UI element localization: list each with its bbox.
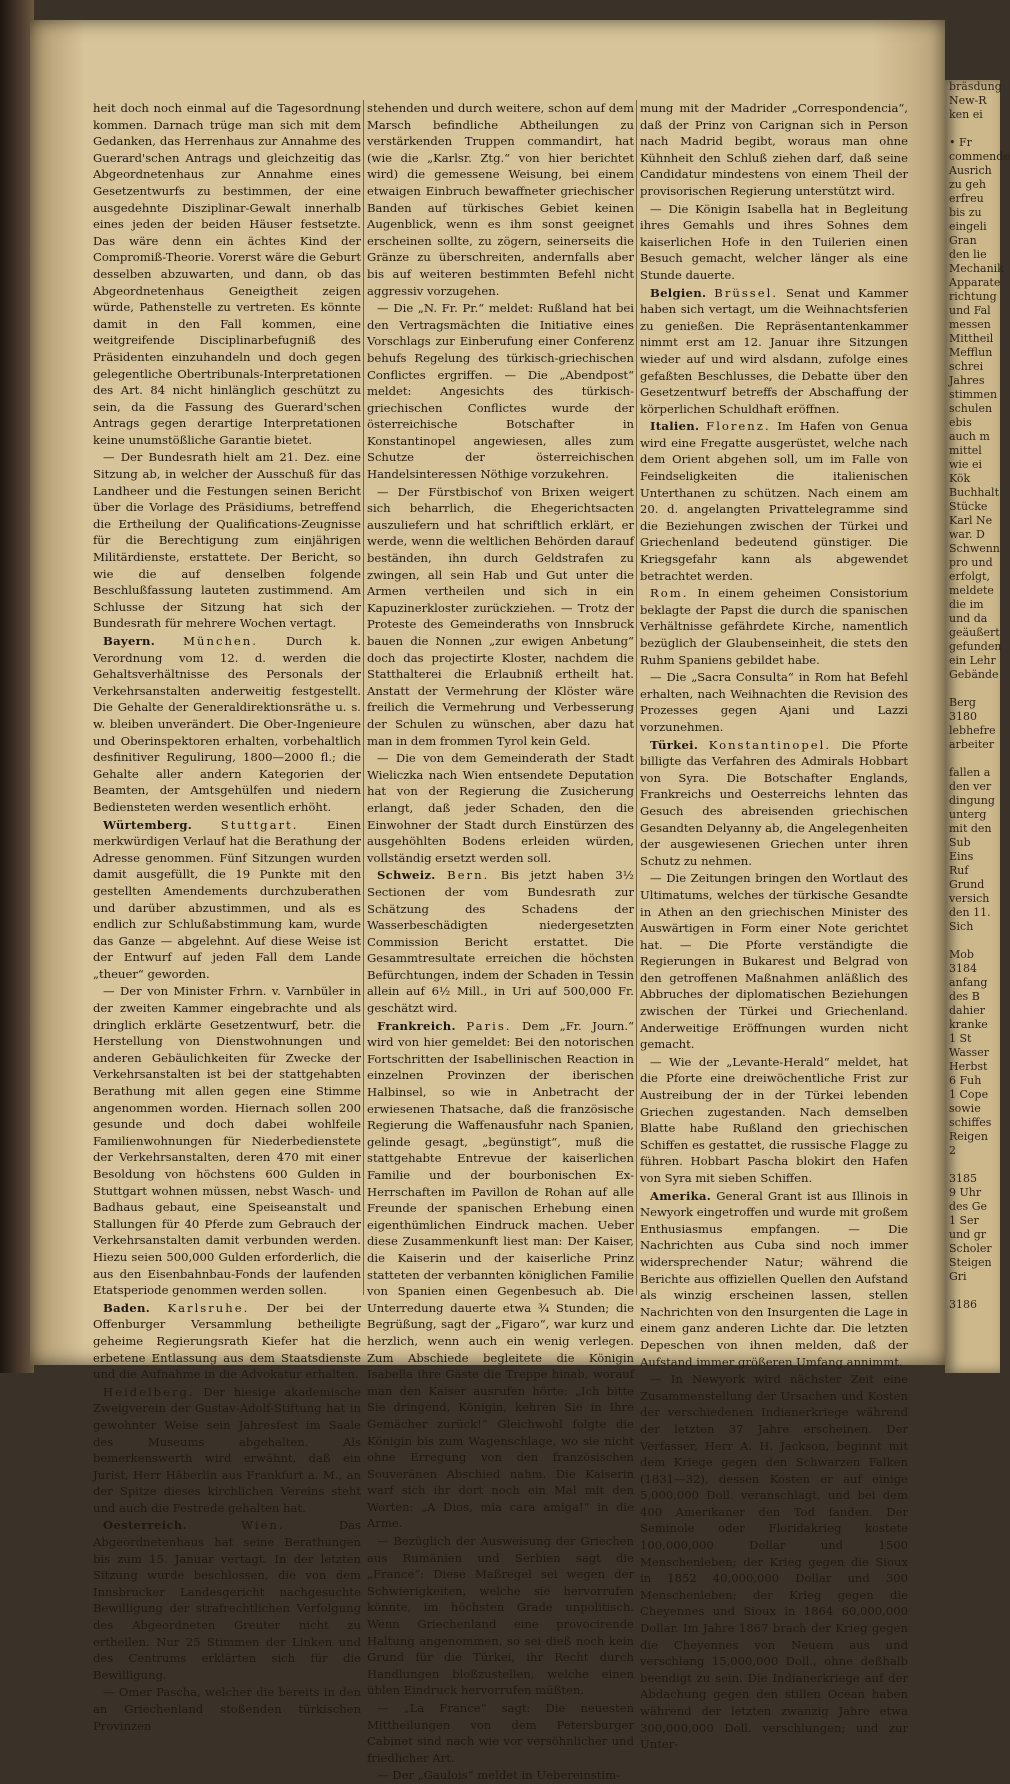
edge-text-fragment: des B xyxy=(949,990,980,1003)
edge-text-fragment: ein Lehr xyxy=(949,654,996,667)
edge-text-fragment: und gr xyxy=(949,1228,987,1241)
edge-text-fragment: richtung xyxy=(949,290,997,303)
paragraph-text: Dem „Fr. Journ.“ wird von hier gemeldet: Bei den notorischen Fortschritten der Isabellinischen Reaction in einzelnen Provinzen der iberischen Halbinsel, so wie in Anbetracht der erwiesenen Thatsache, daß die französische Regierung die Waffenausfuhr nach Spanien, gelinde gesagt, „begünstigt“, muß die stattgehabte Entrevue der kaiserlichen Familie und der bourbonischen Ex-Herrschaften im Pavillon de Rohan auf alle Freunde der spanischen Erhebung einen eigenthümlichen Eindruck machen. Ueber diese Zusammenkunft liest man: Der Kaiser, die Kaiserin und der kaiserliche Prinz statteten der verbannten königlichen Familie von Spanien einen Gegenbesuch ab. Die Unterredung dauerte etwa ¾ Stunden; die Begrüßung, sagt der „Figaro“, war kurz und herzlich, wenn auch ein wenig verlegen. Zum Abschiede begleitete die Königin Isabella ihre Gäste die Treppe hinab, worauf man den Kaiser ausrufen hörte: „Ich bitte Sie dringend, Königin, kehren Sie in Ihre Gemächer zurück!“ Gleichwohl folgte die Königin bis zum Wagenschlage, wo sie nicht ohne Erregung von den französischen Souveränen Abschied nahm. Die Kaiserin warf sich ihr dort noch ein Mal mit den Worten: „A Dios, mia cara amiga!“ in die Arme. xyxy=(367,1018,635,1531)
edge-text-fragment: messen xyxy=(949,318,991,331)
edge-text-fragment: Buchhalt xyxy=(949,486,999,499)
paragraph-text: — Wie der „Levante-Herald“ meldet, hat die Pforte eine dreiwöchentliche Frist zur Austreibung der in der Türkei lebenden Griechen zugestanden. Nach demselben Blatte habe Rußland den griechischen Schiffen es gestattet, die russische Flagge zu führen. Hobbart Pascha blokirt den Hafen von Syra mit sieben Schiffen. xyxy=(640,1054,908,1185)
country-heading: Belgien. xyxy=(650,285,707,300)
edge-text-fragment: Sub xyxy=(949,836,971,849)
edge-text-fragment xyxy=(945,752,1000,766)
edge-text-fragment: unterg xyxy=(949,808,987,821)
edge-text-fragment: Sich xyxy=(949,920,974,933)
edge-text-fragment: 3185 xyxy=(949,1172,977,1185)
article-paragraph xyxy=(93,1517,361,1683)
paragraph-text: — Die Zeitungen bringen den Wortlaut des Ultimatums, welches der türkische Gesandte in Athen an den griechischen Minister des Auswärtigen in Form einer Note gerichtet hat. — Die Pforte verständigte die Regierungen in Bukarest und Belgrad von den getroffenen Maßnahmen anläßlich des Abbruches der diplomatischen Beziehungen zwischen der Türkei und Griechenland. Anderweitige Eröffnungen wurden nicht gemacht. xyxy=(640,871,908,1052)
edge-text-fragment: bis zu xyxy=(949,206,982,219)
article-paragraph xyxy=(640,1054,908,1187)
article-paragraph xyxy=(367,1018,634,1532)
country-heading: Würtemberg. xyxy=(103,817,193,832)
column-3 xyxy=(640,100,909,1752)
edge-text-fragment: schrei xyxy=(949,360,984,373)
edge-text-fragment: sowie xyxy=(949,1102,981,1115)
paragraph-text: General Grant ist aus Illinois in Newyork eingetroffen und wurde mit großem Enthusiasmus empfangen. — Die Nachrichten aus Cuba sind noch immer widersprechender Natur; während die Berichte aus offiziellen Quellen den Aufstand als winzig erscheinen lassen, stellen Nachrichten von den Insurgenten die Lage in einem ganz anderen Lichte dar. Die letzten Depeschen von ihnen melden, daß der Aufstand immer größeren Umfang annimmt. xyxy=(640,1188,909,1369)
edge-text-fragment: erfreu xyxy=(949,192,984,205)
article-paragraph xyxy=(640,870,908,1053)
paragraph-text: — Der „Gaulois“ meldet in Uebereinstim- xyxy=(377,1768,621,1783)
edge-text-fragment: Ruf xyxy=(949,864,969,877)
edge-text-fragment: schiffes xyxy=(949,1116,992,1129)
article-paragraph xyxy=(640,201,908,284)
edge-text-fragment: und da xyxy=(949,612,988,625)
article-paragraph xyxy=(367,867,634,1016)
article-paragraph xyxy=(93,983,361,1298)
edge-text-fragment: lebhefre xyxy=(949,724,996,737)
article-paragraph xyxy=(640,418,908,584)
edge-text-fragment: Steigen xyxy=(949,1256,992,1269)
article-paragraph xyxy=(640,585,908,668)
city-dateline: Heidelberg. xyxy=(103,1384,195,1399)
paragraph-text: — Die Königin Isabella hat in Begleitung ihres Gemahls und ihres Sohnes dem kaiserlichen Hofe in den Tuilerien einen Besuch gemacht, welcher länger als eine Stunde dauerte. xyxy=(640,201,908,282)
edge-text-fragment: erfolgt, xyxy=(949,570,990,583)
edge-text-fragment: Karl Ne xyxy=(949,514,993,527)
article-paragraph xyxy=(93,1384,361,1517)
edge-text-fragment: 3184 xyxy=(949,962,977,975)
edge-text-fragment: ken ei xyxy=(949,108,983,121)
paragraph-text: In einem geheimen Consistorium beklagte der Papst die durch die spanischen Verhältnisse gefährdete Kirche, namentlich bezüglich der Glaubenseinheit, die stets den Ruhm Spaniens gebildet habe. xyxy=(640,586,908,667)
paragraph-text: — Die von dem Gemeinderath der Stadt Wieliczka nach Wien entsendete Deputation hat von der Regierung die Zusicherung erlangt, daß jeder Schaden, den die Einwohner der Stadt durch Einstürzen des ausgehöhlten Bodens erleiden würden, vollständig ersetzt werden soll. xyxy=(367,751,634,865)
edge-text-fragment: Wasser xyxy=(949,1046,989,1059)
edge-text-fragment xyxy=(945,934,1000,948)
paragraph-text: Die Pforte billigte das Verfahren des Admirals Hobbart von Syra. Die Botschafter Englands, Frankreichs und Oesterreichs lehnten das Gesuch des abreisenden griechischen Gesandten Delyanny ab, die Angelegenheiten der ausgewiesenen Griechen unter ihren Schutz zu nehmen. xyxy=(640,737,909,868)
article-paragraph xyxy=(640,100,908,200)
article-paragraph xyxy=(93,633,361,816)
edge-text-fragment xyxy=(945,122,1000,136)
edge-text-fragment: mit den xyxy=(949,822,992,835)
article-paragraph xyxy=(640,1188,908,1371)
article-paragraph xyxy=(93,100,361,448)
edge-text-fragment: war. D xyxy=(949,528,985,541)
edge-text-fragment: die im xyxy=(949,598,984,611)
edge-text-fragment: Schwenn xyxy=(949,542,1000,555)
city-dateline: Florenz. xyxy=(706,419,771,434)
edge-text-fragment: schulen xyxy=(949,402,993,415)
country-heading: Amerika. xyxy=(650,1188,712,1203)
article-paragraph xyxy=(93,817,361,983)
edge-text-fragment: Mechanik xyxy=(949,262,1004,275)
paragraph-text: Senat und Kammer haben sich vertagt, um die Weihnachtsferien zu genießen. Die Repräsentantenkammer nimmt erst am 12. Januar ihre Sitzungen wieder auf und wird alsdann, zufolge eines gefaßten Beschlusses, die Debatte über den Gesetzentwurf betreffs der Abschaffung der körperlichen Schuldhaft eröffnen. xyxy=(640,285,908,416)
article-paragraph xyxy=(93,449,361,632)
paragraph-text: — Der Bundesrath hielt am 21. Dez. eine Sitzung ab, in welcher der Ausschuß für das Landheer und die Festungen seinen Bericht über die Vorlage des Präsidiums, betreffend die Ertheilung der Qualifications-Zeugnisse für die Berechtigung zum einjährigen Militärdienste, erstattete. Der Bericht, so wie die auf denselben folgende Beschlußfassung lauteten zustimmend. Am Schlusse der Sitzung hat sich der Bundesrath für mehrere Wochen vertagt. xyxy=(93,450,361,631)
edge-text-fragment: Mob xyxy=(949,948,974,961)
edge-text-fragment: 1 St xyxy=(949,1032,972,1045)
edge-text-fragment: Gri xyxy=(949,1270,967,1283)
edge-text-fragment: dingung xyxy=(949,794,995,807)
city-dateline: Stuttgart. xyxy=(220,817,299,832)
city-dateline: Paris. xyxy=(466,1018,512,1033)
paragraph-text: Das Abgeordnetenhaus hat seine Berathungen bis zum 15. Januar vertagt. In der letzten Sitzung wurde beschlossen, die von dem Innsbrucker Landesgericht nachgesuchte Bewilligung der strafrechtlichen Verfolgung des Abgeordneten Greuter nicht zu ertheilen. Nur 25 Stimmen der Linken und des Centrums erklärten sich für die Bewilligung. xyxy=(93,1518,361,1682)
edge-text-fragment: gefunden xyxy=(949,640,1002,653)
edge-text-fragment: Grund xyxy=(949,878,985,891)
country-heading: Baden. xyxy=(103,1300,151,1315)
edge-text-fragment xyxy=(945,1284,1000,1298)
paragraph-text: — Die „N. Fr. Pr.“ meldet: Rußland hat bei den Vertragsmächten die Initiative eines Vorschlags zur Einberufung einer Conferenz behufs Regelung des türkisch-griechischen Conflictes ergriffen. — Die „Abendpost“ meldet: Angesichts des türkisch-griechischen Conflictes wurde der österreichische Botschafter in Konstantinopel angewiesen, alles zum Schutze der österreichischen Handelsinteressen Nöthige vorzukehren. xyxy=(367,301,634,482)
article-paragraph xyxy=(93,1300,361,1383)
article-paragraph xyxy=(93,1684,361,1734)
country-heading: Frankreich. xyxy=(377,1018,456,1033)
edge-text-fragment: dahier xyxy=(949,1004,985,1017)
edge-text-fragment: den lie xyxy=(949,248,987,261)
paragraph-text: Durch k. Verordnung vom 12. d. werden die Gehaltsverhältnisse des Personals der Verkehrsanstalten anderweitig festgestellt. Die Gehalte der Generaldirektionsräthe u. s. w. bleiben unverändert. Die Ober-Ingenieure und Oberinspektoren erhalten, vorbehaltlich desfinitiver Regulirung, 1800—2000 fl.; die Gehalte aller andern Kategorien der Beamten, der Amtsgehülfen und niedern Bediensteten werden wesentlich erhöht. xyxy=(93,634,361,814)
paragraph-text: — In Newyork wird nächster Zeit eine Zusammenstellung der Ursachen und Kosten der verschiedenen Indianerkriege während der letzten 37 Jahre erscheinen. Der Verfasser, Herr A. H. Jackson, beginnt mit dem Kriege gegen den Schwarzen Falken (1831—32), dessen Kosten er auf einige 5,000,000 Doll. veranschlagt, und bei dem 400 Amerikaner den Tod fanden. Der Seminole oder Floridakrieg kostete 100,000,000 Dollar und 1500 Menschenleben; der Krieg gegen die Sioux in 1852 40,000,000 Dollar und 300 Menschenleben; der Krieg gegen die Cheyennes und Sioux in 1864 60,000,000 Dollar. Im Jahre 1867 brach der Krieg gegen die Cheyennes von Neuem aus und verschlang 15,000,000 Doll., ohne deßhalb beendigt zu sein. Die Indianerkriege auf der Abdachung gegen den stillen Ocean haben während der letzten zwanzig Jahre etwa 300,000,000 Doll. verschlungen; und zur Unter- xyxy=(640,1372,908,1752)
edge-text-fragment: New-R xyxy=(949,94,987,107)
article-paragraph xyxy=(640,669,908,735)
paragraph-text: Bis jetzt haben 3½ Sectionen der vom Bundesrath zur Schätzung des Schadens der Wasserbeschädigten niedergesetzten Commission Bericht erstattet. Die Gesammtresultate erreichen die höchsten Befürchtungen, indem der Schaden in Tessin allein auf 6½ Mill., in Uri auf 500,000 Fr. geschätzt wird. xyxy=(367,868,635,1016)
edge-text-fragment: zu geh xyxy=(949,178,987,191)
paragraph-text: Einen merkwürdigen Verlauf hat die Berathung der Adresse genommen. Fünf Sitzungen wurden damit ausgefüllt, die 19 Punkte mit den gestellten Amendements durchzuberathen und darüber abzustimmen, und als es endlich zur Schlußabstimmung kam, wurde das Ganze — abgelehnt. Auf diese Weise ist der Entwurf auf jeden Fall dem Lande „theuer“ geworden. xyxy=(93,817,362,981)
column-rule xyxy=(363,100,364,1295)
edge-text-fragment: und Fal xyxy=(949,304,991,317)
edge-text-fragment: Herbst xyxy=(949,1060,988,1073)
edge-text-fragment: Ausrich xyxy=(949,164,992,177)
country-heading: Italien. xyxy=(650,419,700,434)
edge-text-fragment: bräsdung xyxy=(949,80,1002,93)
column-2 xyxy=(367,100,635,1783)
edge-text-fragment: den ver xyxy=(949,780,992,793)
city-dateline: Brüssel. xyxy=(714,285,778,300)
article-paragraph xyxy=(367,1700,634,1766)
city-dateline: München. xyxy=(183,634,258,648)
edge-text-fragment: 3186 xyxy=(949,1298,977,1311)
city-dateline: Karlsruhe. xyxy=(167,1300,250,1315)
edge-text-fragment: eingeli xyxy=(949,220,987,233)
edge-text-fragment: fallen a xyxy=(949,766,991,779)
edge-text-fragment: Jahres xyxy=(949,374,985,387)
edge-text-fragment: Stücke xyxy=(949,500,988,513)
edge-text-fragment: des Ge xyxy=(949,1200,987,1213)
country-heading: Schweiz. xyxy=(377,868,436,883)
paragraph-text: Der bei der Offenburger Versammlung betheiligte geheime Regierungsrath Kiefer hat die erbetene Entlassung aus dem Staatsdienste und die Aufnahme in die Advokatur erhalten. xyxy=(93,1300,361,1382)
article-paragraph xyxy=(367,100,634,299)
edge-text-fragment: arbeiter xyxy=(949,738,995,751)
edge-text-fragment: Mittheil xyxy=(949,332,994,345)
edge-text-fragment: Berg xyxy=(949,696,976,709)
article-paragraph xyxy=(640,1371,908,1753)
binding-shadow xyxy=(0,0,34,1373)
edge-text-fragment: Kök xyxy=(949,472,971,485)
article-paragraph xyxy=(367,484,634,750)
article-paragraph xyxy=(367,1767,634,1784)
edge-text-fragment: Gran xyxy=(949,234,977,247)
city-dateline: Rom. xyxy=(650,586,689,601)
paragraph-text: — Der Fürstbischof von Brixen weigert sich beharrlich, die Ehegerichtsacten auszuliefern und hat schriftlich erklärt, er werde, wenn die weltlichen Behörden darauf beständen, ihn durch Geldstrafen zu zwingen, all sein Hab und Gut unter die Armen vertheilen und sich in ein Kapuzinerkloster zurückziehen. — Trotz der Proteste des Gemeinderaths von Innsbruck bauen die Nonnen „zur ewigen Anbetung“ doch das projectirte Kloster, nachdem die Statthalterei die Erlaubniß ertheilt hat. Anstatt der Vermehrung der Klöster wäre freilich die Vermehrung und Verbesserung der Schulen zu wünschen, aber dazu hat man in dem frommen Tyrol kein Geld. xyxy=(367,484,634,748)
edge-text-fragment: Reigen xyxy=(949,1130,988,1143)
city-dateline: Konstantinopel. xyxy=(708,737,832,752)
article-paragraph xyxy=(640,737,908,870)
paragraph-text: — Omer Pascha, welcher die bereits in den an Griechenland stoßenden türkischen Provinzen xyxy=(93,1685,361,1733)
city-dateline: Wien. xyxy=(241,1518,285,1533)
edge-text-fragment: • Fr xyxy=(949,136,972,149)
paragraph-text: stehenden und durch weitere, schon auf dem Marsch befindliche Abtheilungen zu verstärkenden Truppen commandirt, hat (wie die „Karlsr. Ztg.“ von hier berichtet wird) die gemessene Weisung, bei einem etwaigen Einbruch bewaffneter griechischer Banden auf türkisches Gebiet keinen Augenblick, wenn es ihm sonst geeignet erscheinen sollte, zu zögern, seinerseits die Gränze zu überschreiten, andernfalls aber bis auf weiteren bestimmten Befehl nicht aggressiv vorzugehen. xyxy=(367,101,634,298)
paragraph-text: Der hiesige akademische Zweigverein der Gustav-Adolf-Stiftung hat in gewohnter Weise sein Jahresfest im Saale des Museums abgehalten. Als bemerkenswerth wird erwähnt, daß ein Jurist, Herr Häberlin aus Frankfurt a. M., an der Spitze dieses kirchlichen Vereins steht und auch die Festrede gehalten hat. xyxy=(93,1384,361,1515)
edge-text-fragment: 2 xyxy=(949,1144,956,1157)
edge-text-fragment: wie ei xyxy=(949,458,982,471)
article-paragraph xyxy=(640,285,908,418)
edge-text-fragment: anfang xyxy=(949,976,988,989)
paragraph-text: — Bezüglich der Ausweisung der Griechen aus Rumänien und Serbien sagt die „France“: Diese Maßregel sei wegen der Schwierigkeiten, welche sie hervorrufen könnte, im höchsten Grade unpolitisch. Wenn Griechenland eine provocirende Haltung angenommen, so sei dieß noch kein Grund für die Türkei, ihr Recht durch Handlungen bloßzustellen, welche einen üblen Eindruck hervorrufen müßten. xyxy=(367,1534,634,1698)
country-heading: Oesterreich. xyxy=(103,1518,187,1533)
edge-text-fragment: commende xyxy=(949,150,1010,163)
edge-text-fragment: Apparate xyxy=(949,276,1001,289)
column-1 xyxy=(93,100,362,1733)
edge-text-fragment: 1 Cope xyxy=(949,1088,989,1101)
edge-text-fragment: Mefflun xyxy=(949,346,993,359)
edge-text-fragment: geäußert xyxy=(949,626,1000,639)
edge-text-fragment: auch m xyxy=(949,430,990,443)
paragraph-text: — „La France“ sagt: Die neuesten Mittheilungen von dem Petersburger Cabinet sind nach wie vor versöhnlicher und friedlicher Art. xyxy=(367,1701,634,1765)
edge-text-fragment: ebis xyxy=(949,416,972,429)
edge-text-fragment xyxy=(945,1158,1000,1172)
edge-text-fragment: 1 Ser xyxy=(949,1214,979,1227)
edge-text-fragment: versich xyxy=(949,892,990,905)
column-rule xyxy=(636,100,637,1295)
edge-text-fragment: pro und xyxy=(949,556,993,569)
paragraph-text: Im Hafen von Genua wird eine Fregatte ausgerüstet, welche nach dem Orient abgehen soll, um im Falle von Feindseligkeiten die italienischen Unterthanen zu schützen. Nach einem am 20. d. angelangten Privattelegramme sind die Beziehungen zwischen der Türkei und Griechenland bedeutend günstiger. Die Kriegsgefahr kann als abgewendet betrachtet werden. xyxy=(640,419,908,583)
article-paragraph xyxy=(367,300,634,483)
edge-text-fragment: 9 Uhr xyxy=(949,1186,982,1199)
city-dateline: Bern. xyxy=(447,868,490,883)
country-heading: Türkei. xyxy=(650,737,699,752)
next-page-edge xyxy=(945,80,1010,1373)
edge-text-fragment: 3180 xyxy=(949,710,977,723)
edge-text-fragment: stimmen xyxy=(949,388,998,401)
edge-text-fragment xyxy=(945,682,1000,696)
country-heading: Bayern. xyxy=(103,634,156,648)
article-paragraph xyxy=(367,750,634,866)
edge-text-fragment: Gebände xyxy=(949,668,999,681)
edge-text-fragment: mittel xyxy=(949,444,982,457)
paragraph-text: — Der von Minister Frhrn. v. Varnbüler in der zweiten Kammer eingebrachte und als dringlich erklärte Gesetzentwurf, betr. die Herstellung von Dienstwohnungen und anderen Gebäulichkeiten für Zwecke der Verkehrsanstalten ist bei der stattgehabten Berathung mit allen gegen eine Stimme angenommen worden. Hiernach sollen 200 gesunde und doch dabei wohlfeile Familienwohnungen für Niederbedienstete der Verkehrsanstalten, deren 470 mit einer Besoldung von höchstens 600 Gulden in Stuttgart wohnen müssen, nebst Wasch- und Badhaus gebaut, eine Speiseanstalt und Stallungen für 40 Pferde zum Gebrauch der Verkehrsanstalten damit verbunden werden. Hiezu seien 500,000 Gulden erforderlich, die aus den Eisenbahnbau-Fonds der laufenden Etatsperiode genommen werden sollen. xyxy=(93,984,361,1298)
edge-text-fragment: 6 Fuh xyxy=(949,1074,982,1087)
edge-text-fragment: Scholer xyxy=(949,1242,992,1255)
paragraph-text: — Die „Sacra Consulta“ in Rom hat Befehl erhalten, nach Weihnachten die Revision des Prozesses gegen Ajani und Lazzi vorzunehmen. xyxy=(640,670,908,734)
article-paragraph xyxy=(367,1533,634,1699)
paragraph-text: mung mit der Madrider „Correspondencia“, daß der Prinz von Carignan sich in Person nach Madrid begibt, woraus man ohne Kühnheit den Schluß ziehen darf, daß seine Candidatur mindestens von einem Theil der provisorischen Regierung unterstützt wird. xyxy=(640,101,908,198)
paragraph-text: heit doch noch einmal auf die Tagesordnung kommen. Darnach trüge man sich mit dem Gedanken, das Herrenhaus zur Annahme des Guerard'schen Antrags und gleichzeitig das Abgeordnetenhaus zur Annahme eines Gesetzentwurfs zu bestimmen, der eine ausgedehnte Disziplinar-Gewalt innerhalb eines jeden der beiden Häuser festsetzte. Das wäre denn ein ächtes Kind der Compromiß-Theorie. Vorerst wäre die Geburt desselben abzuwarten, und dann, ob das Abgeordnetenhaus Geneigtheit zeigen würde, Pathenstelle zu vertreten. Es könnte damit in den Fall kommen, eine weitgreifende Disciplinarbefugniß des Präsidenten einzuhandeln und doch gegen gelegentliche Obertribunals-Interpretationen des Art. 84 nicht hinlänglich geschützt zu sein, da die Fassung des Guerard'schen Antrags gegen derartige Interpretationen keine unumstößliche Garantie bietet. xyxy=(93,101,361,447)
edge-text-fragment: Eins xyxy=(949,850,974,863)
edge-text-fragment: den 11. xyxy=(949,906,991,919)
edge-text-fragment: meldete xyxy=(949,584,994,597)
edge-text-fragment: kranke xyxy=(949,1018,988,1031)
